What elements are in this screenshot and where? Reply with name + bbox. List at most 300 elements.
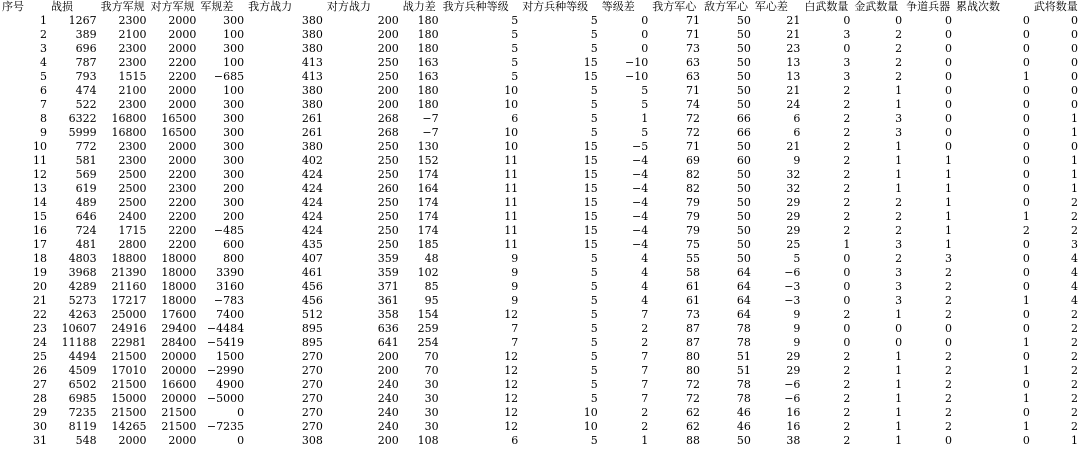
column-header[interactable]: 武将数量	[1033, 0, 1078, 13]
table-cell[interactable]: 62	[686, 420, 701, 433]
table-cell[interactable]: 2500	[118, 196, 147, 209]
table-cell[interactable]: 0	[1071, 84, 1078, 97]
table-cell[interactable]: 21	[786, 14, 801, 27]
table-cell[interactable]: 6502	[68, 378, 97, 391]
table-cell[interactable]: 0	[237, 434, 245, 447]
table-cell[interactable]: 2	[843, 84, 851, 97]
table-cell[interactable]: 522	[75, 98, 97, 111]
table-cell[interactable]: 58	[686, 266, 701, 279]
table-cell[interactable]: 1	[895, 154, 903, 167]
table-cell[interactable]: 772	[75, 140, 97, 153]
table-cell[interactable]: 15000	[111, 392, 147, 405]
table-cell[interactable]: 424	[301, 224, 323, 237]
table-cell[interactable]: 1	[895, 364, 903, 377]
table-cell[interactable]: 5	[590, 98, 598, 111]
table-cell[interactable]: 268	[377, 112, 399, 125]
table-cell[interactable]: 0	[1071, 98, 1078, 111]
table-cell[interactable]: 10	[504, 98, 519, 111]
table-cell[interactable]: 250	[377, 168, 399, 181]
table-cell[interactable]: −5000	[206, 392, 245, 405]
table-cell[interactable]: 72	[686, 392, 701, 405]
table-cell[interactable]: 200	[377, 14, 399, 27]
table-cell[interactable]: 5	[590, 308, 598, 321]
table-cell[interactable]: 1	[40, 14, 48, 27]
table-cell[interactable]: 2	[1071, 392, 1078, 405]
table-cell[interactable]: 2	[40, 28, 48, 41]
table-cell[interactable]: 50	[736, 252, 751, 265]
table-cell[interactable]: 61	[686, 294, 701, 307]
table-cell[interactable]: 85	[424, 280, 439, 293]
table-cell[interactable]: 359	[377, 252, 399, 265]
table-cell[interactable]: 10	[583, 406, 598, 419]
table-cell[interactable]: 641	[377, 336, 399, 349]
table-cell[interactable]: 25	[33, 350, 48, 363]
table-cell[interactable]: 31	[33, 434, 48, 447]
table-cell[interactable]: 3	[40, 42, 48, 55]
table-cell[interactable]: −5	[632, 140, 649, 153]
column-header[interactable]: 我方战力	[248, 0, 293, 13]
table-cell[interactable]: 2	[945, 280, 953, 293]
table-cell[interactable]: 4803	[68, 252, 97, 265]
table-cell[interactable]: 87	[686, 336, 701, 349]
table-cell[interactable]: 300	[223, 140, 245, 153]
table-cell[interactable]: 48	[424, 252, 439, 265]
table-cell[interactable]: −4	[632, 154, 649, 167]
table-cell[interactable]: 0	[843, 42, 851, 55]
table-cell[interactable]: 70	[424, 364, 439, 377]
table-cell[interactable]: 380	[301, 84, 323, 97]
table-cell[interactable]: 4	[1071, 294, 1078, 307]
table-cell[interactable]: 2	[895, 28, 903, 41]
table-cell[interactable]: 1	[641, 112, 649, 125]
table-cell[interactable]: 800	[223, 252, 245, 265]
table-cell[interactable]: 0	[1071, 28, 1078, 41]
table-cell[interactable]: 424	[301, 168, 323, 181]
table-cell[interactable]: 4	[641, 252, 649, 265]
table-cell[interactable]: 78	[736, 392, 751, 405]
table-cell[interactable]: 461	[301, 266, 323, 279]
table-cell[interactable]: 164	[417, 182, 439, 195]
table-cell[interactable]: 18	[33, 252, 48, 265]
table-cell[interactable]: 80	[686, 364, 701, 377]
table-cell[interactable]: 79	[686, 196, 701, 209]
table-cell[interactable]: 4	[1071, 280, 1078, 293]
table-cell[interactable]: −4	[632, 210, 649, 223]
table-cell[interactable]: 72	[686, 126, 701, 139]
table-cell[interactable]: 26	[33, 364, 48, 377]
table-cell[interactable]: 24916	[111, 322, 147, 335]
table-cell[interactable]: 15	[583, 182, 598, 195]
table-cell[interactable]: 5	[590, 322, 598, 335]
table-cell[interactable]: 5	[590, 28, 598, 41]
table-cell[interactable]: 23	[33, 322, 48, 335]
column-header[interactable]: 战力差	[402, 0, 436, 13]
table-cell[interactable]: 250	[377, 224, 399, 237]
table-cell[interactable]: 74	[686, 98, 701, 111]
table-cell[interactable]: 1	[895, 140, 903, 153]
table-cell[interactable]: 51	[736, 350, 751, 363]
table-cell[interactable]: 50	[736, 434, 751, 447]
table-cell[interactable]: 2	[641, 420, 649, 433]
table-cell[interactable]: 636	[377, 322, 399, 335]
table-cell[interactable]: 1	[1071, 126, 1078, 139]
table-cell[interactable]: 0	[1071, 14, 1078, 27]
table-cell[interactable]: −485	[213, 224, 245, 237]
table-cell[interactable]: 7	[641, 308, 649, 321]
table-cell[interactable]: 7	[641, 392, 649, 405]
table-cell[interactable]: 2	[843, 182, 851, 195]
table-cell[interactable]: 4	[40, 56, 48, 69]
table-cell[interactable]: −4	[632, 238, 649, 251]
table-cell[interactable]: 3	[1071, 238, 1078, 251]
table-cell[interactable]: 2	[895, 224, 903, 237]
table-cell[interactable]: 2	[945, 350, 953, 363]
table-cell[interactable]: 0	[843, 266, 851, 279]
table-cell[interactable]: 185	[417, 238, 439, 251]
table-cell[interactable]: 2	[1071, 364, 1078, 377]
table-cell[interactable]: 5	[40, 70, 48, 83]
table-cell[interactable]: 16800	[111, 126, 147, 139]
table-cell[interactable]: 1	[1071, 154, 1078, 167]
table-cell[interactable]: 5	[511, 70, 519, 83]
table-cell[interactable]: 3	[895, 112, 903, 125]
table-cell[interactable]: 2000	[168, 14, 197, 27]
table-cell[interactable]: 0	[945, 112, 953, 125]
table-cell[interactable]: 0	[237, 406, 245, 419]
table-cell[interactable]: 270	[301, 406, 323, 419]
table-cell[interactable]: 2	[843, 168, 851, 181]
table-cell[interactable]: 50	[736, 98, 751, 111]
table-cell[interactable]: −5419	[206, 336, 245, 349]
table-cell[interactable]: 7	[641, 364, 649, 377]
table-cell[interactable]: 0	[1022, 182, 1030, 195]
table-cell[interactable]: 2200	[168, 70, 197, 83]
table-cell[interactable]: 260	[377, 182, 399, 195]
table-cell[interactable]: 1	[895, 378, 903, 391]
table-cell[interactable]: 0	[945, 98, 953, 111]
table-cell[interactable]: 5	[511, 28, 519, 41]
table-cell[interactable]: 0	[1022, 266, 1030, 279]
table-cell[interactable]: 21160	[111, 280, 147, 293]
table-cell[interactable]: 13	[786, 70, 801, 83]
table-cell[interactable]: 46	[736, 406, 751, 419]
table-cell[interactable]: 13	[33, 182, 48, 195]
table-cell[interactable]: 27	[33, 378, 48, 391]
table-cell[interactable]: 1	[843, 238, 851, 251]
table-cell[interactable]: 1	[1071, 112, 1078, 125]
table-cell[interactable]: −3	[784, 280, 801, 293]
table-cell[interactable]: 250	[377, 210, 399, 223]
table-cell[interactable]: 15	[583, 224, 598, 237]
table-cell[interactable]: −7	[422, 126, 439, 139]
table-cell[interactable]: 21	[786, 28, 801, 41]
table-cell[interactable]: 4900	[216, 378, 245, 391]
table-cell[interactable]: 0	[1071, 56, 1078, 69]
table-cell[interactable]: 0	[1022, 378, 1030, 391]
table-cell[interactable]: 0	[641, 14, 649, 27]
table-cell[interactable]: 82	[686, 168, 701, 181]
table-cell[interactable]: 2	[843, 434, 851, 447]
table-cell[interactable]: 389	[75, 28, 97, 41]
column-header[interactable]: 争道兵器	[906, 0, 951, 13]
table-cell[interactable]: 10	[504, 140, 519, 153]
table-cell[interactable]: 2	[1022, 224, 1030, 237]
table-cell[interactable]: 18000	[161, 266, 197, 279]
table-cell[interactable]: −4	[632, 168, 649, 181]
table-cell[interactable]: 300	[223, 154, 245, 167]
table-cell[interactable]: 240	[377, 392, 399, 405]
table-cell[interactable]: 50	[736, 182, 751, 195]
table-cell[interactable]: 1	[945, 196, 953, 209]
table-cell[interactable]: 0	[1022, 280, 1030, 293]
table-cell[interactable]: 200	[377, 350, 399, 363]
table-cell[interactable]: 16	[786, 420, 801, 433]
table-cell[interactable]: 1715	[118, 224, 147, 237]
table-cell[interactable]: 5	[590, 14, 598, 27]
table-cell[interactable]: 28400	[161, 336, 197, 349]
table-cell[interactable]: 2	[945, 364, 953, 377]
table-cell[interactable]: 0	[945, 14, 953, 27]
table-cell[interactable]: 270	[301, 364, 323, 377]
table-cell[interactable]: 5	[590, 434, 598, 447]
column-header[interactable]: 对方军规	[150, 0, 195, 13]
table-cell[interactable]: 371	[377, 280, 399, 293]
table-cell[interactable]: 1	[1022, 364, 1030, 377]
table-cell[interactable]: 5	[793, 252, 801, 265]
table-cell[interactable]: 50	[736, 84, 751, 97]
table-cell[interactable]: 70	[424, 350, 439, 363]
table-cell[interactable]: 300	[223, 98, 245, 111]
table-cell[interactable]: 15	[33, 210, 48, 223]
table-cell[interactable]: 163	[417, 56, 439, 69]
table-cell[interactable]: 30	[424, 392, 439, 405]
table-cell[interactable]: 180	[417, 84, 439, 97]
table-cell[interactable]: 10	[33, 140, 48, 153]
table-cell[interactable]: 2300	[118, 56, 147, 69]
table-cell[interactable]: 5273	[68, 294, 97, 307]
column-header[interactable]: 对方战力	[326, 0, 371, 13]
table-cell[interactable]: 50	[736, 140, 751, 153]
table-cell[interactable]: 62	[686, 406, 701, 419]
table-cell[interactable]: 435	[301, 238, 323, 251]
table-cell[interactable]: 2	[945, 266, 953, 279]
table-cell[interactable]: 0	[1022, 140, 1030, 153]
table-cell[interactable]: −4484	[206, 322, 245, 335]
table-cell[interactable]: 8	[40, 112, 48, 125]
table-cell[interactable]: 1	[1071, 168, 1078, 181]
table-cell[interactable]: 20000	[161, 364, 197, 377]
table-cell[interactable]: 100	[223, 84, 245, 97]
table-cell[interactable]: 413	[301, 56, 323, 69]
table-cell[interactable]: 270	[301, 378, 323, 391]
table-cell[interactable]: 11	[504, 238, 519, 251]
table-cell[interactable]: 82	[686, 182, 701, 195]
table-cell[interactable]: 7	[40, 98, 48, 111]
table-cell[interactable]: 0	[895, 322, 903, 335]
table-cell[interactable]: 11	[504, 168, 519, 181]
table-cell[interactable]: 2	[895, 196, 903, 209]
table-cell[interactable]: 619	[75, 182, 97, 195]
table-cell[interactable]: 0	[1022, 322, 1030, 335]
table-cell[interactable]: 16500	[161, 112, 197, 125]
column-header[interactable]: 我方军心	[652, 0, 697, 13]
table-cell[interactable]: 2	[1071, 308, 1078, 321]
table-cell[interactable]: 130	[417, 140, 439, 153]
table-cell[interactable]: 3160	[216, 280, 245, 293]
table-cell[interactable]: 895	[301, 322, 323, 335]
column-header[interactable]: 金武数量	[854, 0, 899, 13]
table-cell[interactable]: 24	[33, 336, 48, 349]
table-cell[interactable]: 413	[301, 70, 323, 83]
table-cell[interactable]: 17	[33, 238, 48, 251]
table-cell[interactable]: 29	[786, 364, 801, 377]
table-cell[interactable]: 60	[736, 154, 751, 167]
column-header[interactable]: 白武数量	[804, 0, 849, 13]
table-cell[interactable]: 261	[301, 126, 323, 139]
table-cell[interactable]: 152	[417, 154, 439, 167]
table-cell[interactable]: 424	[301, 210, 323, 223]
table-cell[interactable]: 2500	[118, 182, 147, 195]
table-cell[interactable]: 95	[424, 294, 439, 307]
table-cell[interactable]: 2300	[118, 14, 147, 27]
table-cell[interactable]: 14265	[111, 420, 147, 433]
table-cell[interactable]: 2	[641, 336, 649, 349]
table-cell[interactable]: 793	[75, 70, 97, 83]
table-cell[interactable]: 250	[377, 140, 399, 153]
table-cell[interactable]: 300	[223, 126, 245, 139]
table-cell[interactable]: 15	[583, 168, 598, 181]
table-cell[interactable]: 1	[895, 350, 903, 363]
table-cell[interactable]: 200	[377, 42, 399, 55]
table-cell[interactable]: 61	[686, 280, 701, 293]
table-cell[interactable]: 4	[1071, 252, 1078, 265]
table-cell[interactable]: 6322	[68, 112, 97, 125]
table-cell[interactable]: 3	[895, 280, 903, 293]
table-cell[interactable]: 72	[686, 378, 701, 391]
table-cell[interactable]: 163	[417, 70, 439, 83]
table-cell[interactable]: 7	[641, 378, 649, 391]
table-cell[interactable]: 240	[377, 420, 399, 433]
table-cell[interactable]: −2990	[206, 364, 245, 377]
table-cell[interactable]: 380	[301, 42, 323, 55]
table-cell[interactable]: 2	[1071, 350, 1078, 363]
table-cell[interactable]: 15	[583, 154, 598, 167]
table-cell[interactable]: 474	[75, 84, 97, 97]
table-cell[interactable]: 361	[377, 294, 399, 307]
table-cell[interactable]: −6	[784, 378, 801, 391]
table-cell[interactable]: 22981	[111, 336, 147, 349]
table-cell[interactable]: 11188	[61, 336, 97, 349]
table-cell[interactable]: 1	[1022, 294, 1030, 307]
table-cell[interactable]: 0	[1022, 154, 1030, 167]
table-cell[interactable]: 380	[301, 98, 323, 111]
column-header[interactable]: 对方兵种等级	[522, 0, 589, 13]
table-cell[interactable]: 9	[511, 280, 519, 293]
table-cell[interactable]: 0	[1071, 42, 1078, 55]
table-cell[interactable]: 3968	[68, 266, 97, 279]
table-cell[interactable]: 250	[377, 154, 399, 167]
table-cell[interactable]: 696	[75, 42, 97, 55]
table-cell[interactable]: 75	[686, 238, 701, 251]
table-cell[interactable]: 9	[793, 308, 801, 321]
table-cell[interactable]: 79	[686, 224, 701, 237]
table-cell[interactable]: 2	[1071, 210, 1078, 223]
table-cell[interactable]: 21500	[111, 350, 147, 363]
table-cell[interactable]: 9	[793, 154, 801, 167]
table-cell[interactable]: 28	[33, 392, 48, 405]
table-cell[interactable]: 380	[301, 140, 323, 153]
table-cell[interactable]: 16600	[161, 378, 197, 391]
table-cell[interactable]: 2	[1071, 196, 1078, 209]
table-cell[interactable]: 2000	[168, 84, 197, 97]
table-cell[interactable]: 2	[1071, 224, 1078, 237]
table-cell[interactable]: 6	[793, 112, 801, 125]
table-cell[interactable]: 0	[1022, 14, 1030, 27]
table-cell[interactable]: 2100	[118, 28, 147, 41]
table-cell[interactable]: 11	[504, 196, 519, 209]
table-cell[interactable]: 3	[843, 70, 851, 83]
table-cell[interactable]: 2000	[168, 434, 197, 447]
column-header[interactable]: 序号	[2, 0, 24, 13]
table-cell[interactable]: 50	[736, 56, 751, 69]
table-cell[interactable]: 548	[75, 434, 97, 447]
table-cell[interactable]: 4	[641, 280, 649, 293]
table-cell[interactable]: 88	[686, 434, 701, 447]
table-cell[interactable]: 4	[1071, 266, 1078, 279]
table-cell[interactable]: 6	[511, 112, 519, 125]
table-cell[interactable]: 3	[895, 238, 903, 251]
table-cell[interactable]: 7	[511, 322, 519, 335]
table-cell[interactable]: 359	[377, 266, 399, 279]
table-cell[interactable]: 174	[417, 224, 439, 237]
table-cell[interactable]: 2300	[118, 154, 147, 167]
table-cell[interactable]: 5	[590, 42, 598, 55]
table-cell[interactable]: 69	[686, 154, 701, 167]
table-cell[interactable]: 2	[895, 56, 903, 69]
table-cell[interactable]: 71	[686, 28, 701, 41]
table-cell[interactable]: 2400	[118, 210, 147, 223]
table-cell[interactable]: 50	[736, 224, 751, 237]
table-cell[interactable]: 14	[33, 196, 48, 209]
table-cell[interactable]: 0	[641, 28, 649, 41]
table-cell[interactable]: 2	[945, 392, 953, 405]
table-cell[interactable]: 0	[895, 336, 903, 349]
table-cell[interactable]: 10	[504, 126, 519, 139]
table-cell[interactable]: 15	[583, 238, 598, 251]
table-cell[interactable]: 29	[786, 350, 801, 363]
table-cell[interactable]: 7	[641, 350, 649, 363]
table-cell[interactable]: 63	[686, 56, 701, 69]
table-cell[interactable]: 1	[945, 210, 953, 223]
table-cell[interactable]: 0	[843, 336, 851, 349]
table-cell[interactable]: 1	[895, 182, 903, 195]
table-cell[interactable]: 2	[1071, 378, 1078, 391]
table-cell[interactable]: 38	[786, 434, 801, 447]
table-cell[interactable]: 1	[895, 168, 903, 181]
table-cell[interactable]: 10	[583, 420, 598, 433]
table-cell[interactable]: 11	[504, 182, 519, 195]
table-cell[interactable]: 2000	[118, 434, 147, 447]
table-cell[interactable]: 0	[1022, 350, 1030, 363]
table-cell[interactable]: 6985	[68, 392, 97, 405]
table-cell[interactable]: 22	[33, 308, 48, 321]
table-cell[interactable]: 50	[736, 168, 751, 181]
table-cell[interactable]: 1	[945, 224, 953, 237]
table-cell[interactable]: 17010	[111, 364, 147, 377]
table-cell[interactable]: 895	[301, 336, 323, 349]
table-cell[interactable]: 489	[75, 196, 97, 209]
column-header[interactable]: 敌方军心	[704, 0, 749, 13]
